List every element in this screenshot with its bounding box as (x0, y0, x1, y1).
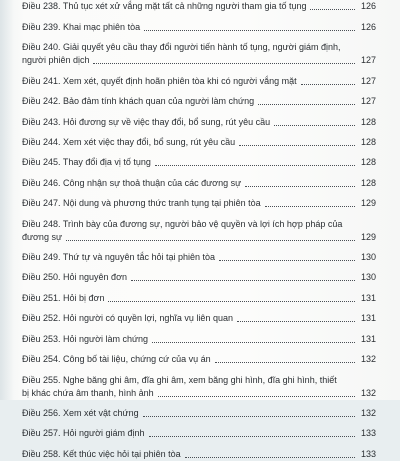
toc-entry-title-line1: Điều 255. Nghe băng ghi âm, đĩa ghi âm, xem băng ghi hình, đĩa ghi hình, thiết (22, 374, 337, 385)
toc-entry (22, 346, 376, 366)
toc-entry (22, 67, 376, 87)
dot-leader (108, 301, 355, 302)
dot-leader (93, 63, 355, 64)
toc-entry-title: Điều 239. Khai mạc phiên tòa (22, 21, 141, 32)
toc-entry (22, 0, 376, 13)
toc-page-number: 128 (360, 157, 376, 168)
toc-page-number: 133 (360, 448, 376, 459)
dot-leader (185, 457, 355, 458)
dot-leader (131, 280, 355, 281)
toc-entry-title: Điều 250. Hỏi nguyên đơn (22, 272, 127, 283)
toc-entry-title-line2: đương sự (22, 231, 62, 242)
toc-page-number: 128 (360, 116, 376, 127)
toc-entry-title: Điều 249. Thứ tự và nguyên tắc hỏi tại phiên tòa (22, 252, 216, 263)
dot-leader (310, 9, 355, 10)
toc-page-number: 126 (360, 21, 376, 32)
dot-leader (215, 362, 355, 363)
toc-entry-title: Điều 243. Hỏi đương sự về việc thay đổi, bổ sung, rút yêu cầu (22, 116, 271, 127)
dot-leader (143, 416, 355, 417)
toc-entry-title: Điều 242. Bảo đảm tính khách quan của người làm chứng (22, 96, 255, 107)
dot-leader (245, 186, 355, 187)
toc-page-number: 131 (360, 313, 376, 324)
toc-page-number: 126 (360, 1, 376, 12)
toc-entry-title: Điều 256. Xem xét vật chứng (22, 408, 139, 419)
toc-page-number: 129 (360, 198, 376, 209)
toc-entry (22, 420, 376, 440)
toc-page-number: 127 (360, 75, 376, 86)
toc-entry (22, 440, 376, 460)
toc-entry-title: Điều 257. Hỏi người giám định (22, 428, 145, 439)
toc-entry (22, 169, 376, 189)
toc-entry (22, 13, 376, 33)
toc-entry (22, 366, 376, 400)
toc-entry (22, 108, 376, 128)
dot-leader (301, 84, 355, 85)
toc-page-number: 132 (360, 354, 376, 365)
dot-leader (258, 104, 355, 105)
toc-entry-title: Điều 247. Nội dung và phương thức tranh tụng tại phiên tòa (22, 198, 261, 209)
toc-entry (22, 210, 376, 244)
toc-entry-title: Điều 253. Hỏi người làm chứng (22, 333, 149, 344)
dot-leader (158, 396, 355, 397)
toc-page-number: 131 (360, 333, 376, 344)
dot-leader (237, 321, 355, 322)
toc-page-number: 132 (360, 408, 376, 419)
toc-entry (22, 244, 376, 264)
toc-entry-title: Điều 244. Xem xét việc thay đổi, bổ sung, rút yêu cầu (22, 136, 236, 147)
dot-leader (155, 165, 355, 166)
toc-entry-title: Điều 258. Kết thúc việc hỏi tại phiên tòa (22, 448, 181, 459)
toc-entry-title: Điều 254. Công bố tài liệu, chứng cứ của vụ án (22, 354, 211, 365)
toc-entry-title: Điều 246. Công nhận sự thoả thuận của các đương sự (22, 177, 242, 188)
dot-leader (66, 240, 355, 241)
toc-entry (22, 284, 376, 304)
toc-page-number: 133 (360, 428, 376, 439)
toc-page-number: 128 (360, 136, 376, 147)
toc-entry-title-line2: người phiên dịch (22, 55, 90, 66)
toc-entry-title: Điều 238. Thủ tục xét xử vắng mặt tất cả những người tham gia tố tụng (22, 1, 307, 12)
table-of-contents (22, 0, 376, 461)
toc-page-number: 130 (360, 272, 376, 283)
dot-leader (219, 260, 355, 261)
toc-page-number: 127 (360, 55, 376, 66)
toc-entry (22, 88, 376, 108)
dot-leader (274, 125, 355, 126)
toc-entry-title-line1: Điều 240. Giải quyết yêu cầu thay đổi người tiến hành tố tụng, người giám định, (22, 42, 341, 53)
toc-entry (22, 305, 376, 325)
toc-entry (22, 34, 376, 68)
dot-leader (149, 436, 356, 437)
toc-entry (22, 190, 376, 210)
toc-entry (22, 149, 376, 169)
toc-entry-title-line1: Điều 248. Trình bày của đương sự, người bảo vệ quyền và lợi ích hợp pháp của (22, 218, 343, 229)
toc-entry-title: Điều 245. Thay đổi địa vị tố tụng (22, 157, 151, 168)
dot-leader (144, 30, 355, 31)
toc-page-number: 129 (360, 231, 376, 242)
toc-page-number: 132 (360, 387, 376, 398)
toc-entry-title-line2: bị khác chứa âm thanh, hình ảnh (22, 387, 154, 398)
toc-page-number: 127 (360, 96, 376, 107)
toc-entry (22, 129, 376, 149)
toc-page-number: 128 (360, 177, 376, 188)
toc-page-number: 130 (360, 252, 376, 263)
toc-entry-title: Điều 251. Hỏi bị đơn (22, 292, 105, 303)
dot-leader (152, 342, 355, 343)
toc-entry (22, 264, 376, 284)
dot-leader (239, 145, 355, 146)
toc-entry (22, 400, 376, 420)
toc-entry (22, 325, 376, 345)
dot-leader (265, 206, 355, 207)
toc-entry-title: Điều 252. Hỏi người có quyền lợi, nghĩa vụ liên quan (22, 313, 233, 324)
toc-entry-title: Điều 241. Xem xét, quyết định hoãn phiên tòa khi có người vắng mặt (22, 75, 297, 86)
toc-page-number: 131 (360, 292, 376, 303)
